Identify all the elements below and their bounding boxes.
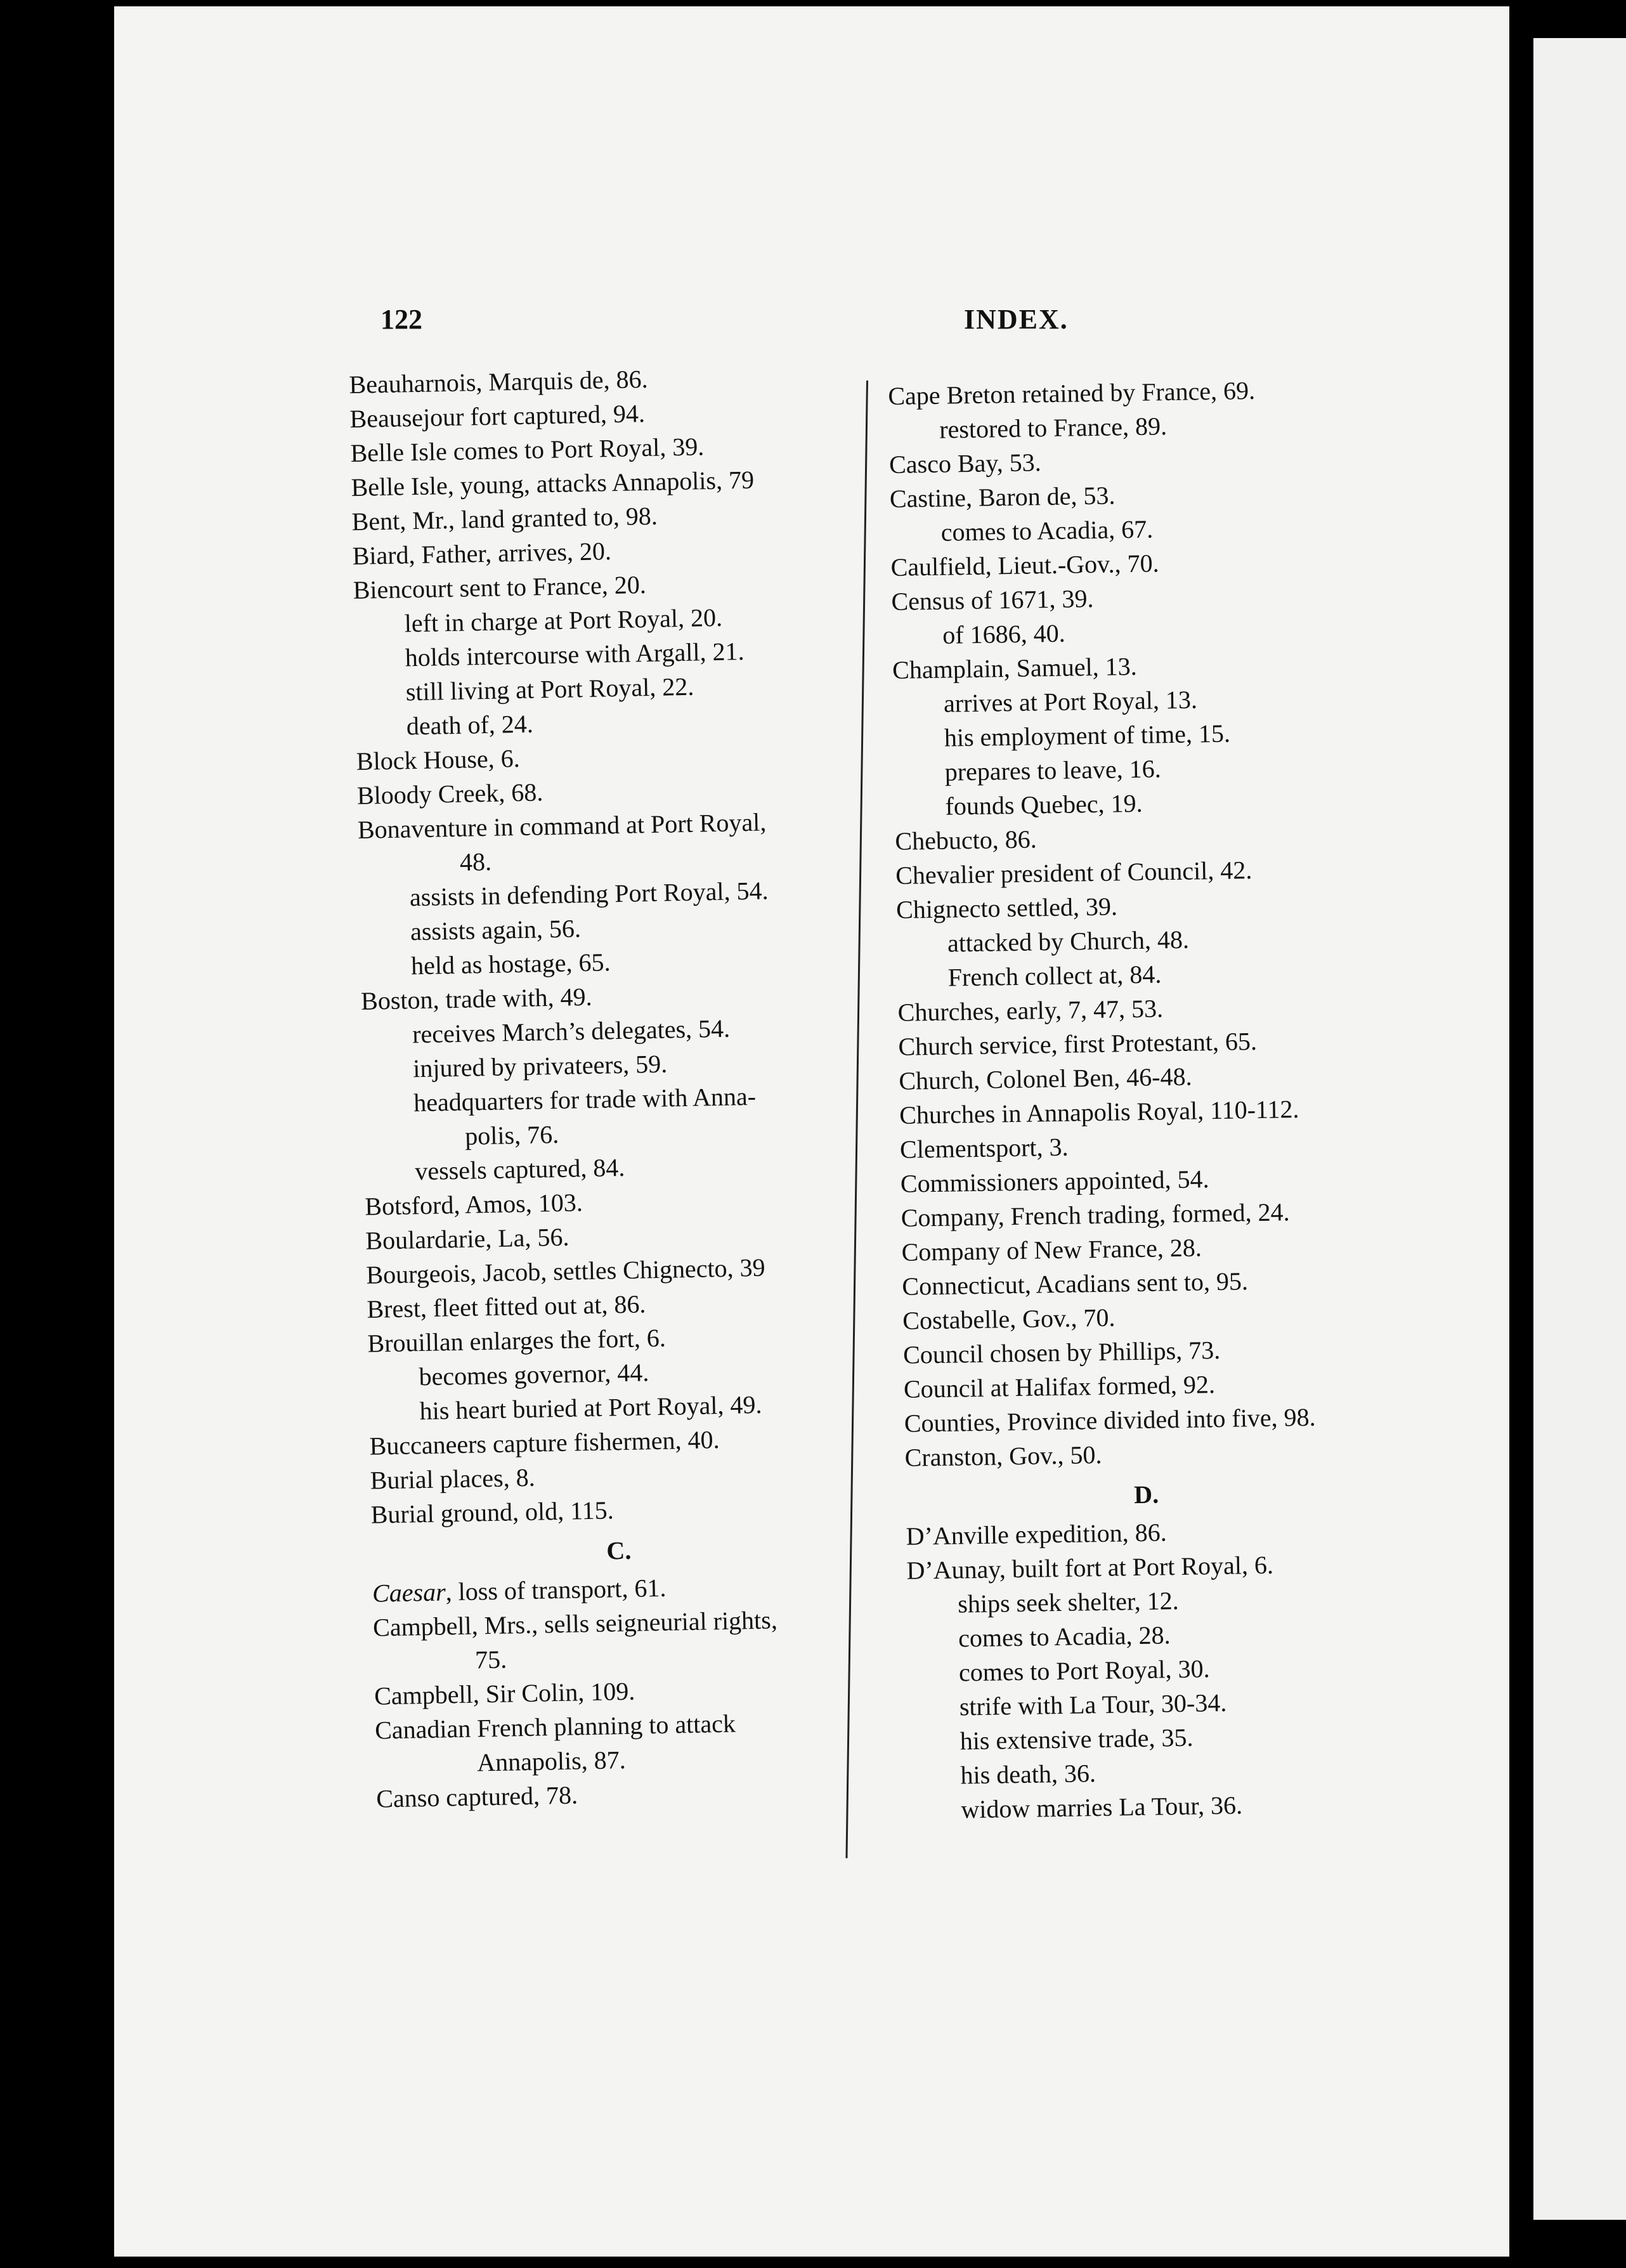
index-subentry: French collect at, 84.: [947, 960, 1162, 992]
index-subentry: of 1686, 40.: [942, 618, 1066, 649]
facing-page-edge: [1533, 38, 1626, 2220]
index-entry: Cape Breton retained by France, 69.: [888, 375, 1256, 410]
index-entry: Canso captured, 78.: [375, 1780, 578, 1813]
index-subentry: comes to Acadia, 28.: [958, 1620, 1171, 1653]
index-subentry: prepares to leave, 16.: [944, 754, 1162, 786]
index-subentry: his heart buried at Port Royal, 49.: [419, 1390, 762, 1426]
index-entry: Chignecto settled, 39.: [895, 892, 1118, 924]
index-entry: Burial places, 8.: [370, 1463, 535, 1495]
index-subentry: comes to Acadia, 67.: [940, 514, 1154, 547]
index-entry: D’Aunay, built fort at Port Royal, 6.: [906, 1550, 1274, 1585]
index-entry: Brest, fleet fitted out at, 86.: [367, 1289, 646, 1324]
index-subentry: restored to France, 89.: [939, 412, 1167, 444]
index-entry: Boulardarie, La, 56.: [365, 1222, 569, 1255]
index-entry: Chebucto, 86.: [895, 824, 1037, 856]
index-subentry: founds Quebec, 19.: [945, 788, 1143, 821]
index-subentry: still living at Port Royal, 22.: [405, 672, 694, 707]
index-entry: Connecticut, Acadians sent to, 95.: [902, 1267, 1249, 1301]
index-entry: Company, French trading, formed, 24.: [901, 1197, 1290, 1232]
index-entry: Champlain, Samuel, 13.: [892, 651, 1138, 684]
index-entry: Costabelle, Gov., 70.: [902, 1303, 1115, 1335]
index-entry: Belle Isle, young, attacks Annapolis, 79: [351, 465, 755, 502]
index-entry: Bourgeois, Jacob, settles Chignecto, 39: [366, 1253, 765, 1289]
index-subentry: strife with La Tour, 30-34.: [959, 1688, 1227, 1721]
index-entry: Belle Isle comes to Port Royal, 39.: [350, 432, 705, 467]
index-entry: Clementsport, 3.: [899, 1132, 1069, 1164]
index-subentry: left in charge at Port Royal, 20.: [404, 603, 723, 638]
section-letter-heading: C.: [606, 1535, 632, 1565]
index-entry: Commissioners appointed, 54.: [900, 1164, 1209, 1198]
index-subentry: assists in defending Port Royal, 54.: [409, 876, 769, 912]
italic-term: Caesar: [372, 1577, 446, 1608]
index-subentry: attacked by Church, 48.: [947, 925, 1190, 958]
index-entry: Council at Halifax formed, 92.: [903, 1370, 1216, 1404]
index-entry: Campbell, Sir Colin, 109.: [374, 1676, 635, 1711]
index-subentry: death of, 24.: [406, 709, 534, 741]
running-head: INDEX.: [964, 304, 1069, 335]
index-entry: Block House, 6.: [356, 743, 521, 776]
index-entry: Beausejour fort captured, 94.: [349, 399, 646, 433]
page-number: 122: [380, 304, 422, 335]
index-entry: Castine, Baron de, 53.: [889, 481, 1115, 513]
index-column-right: [888, 372, 1393, 1828]
index-entry: Buccaneers capture fishermen, 40.: [369, 1425, 720, 1461]
index-subentry: ships seek shelter, 12.: [957, 1586, 1179, 1619]
index-entry: Bent, Mr., land granted to, 98.: [351, 501, 658, 536]
index-entry: Cranston, Gov., 50.: [904, 1440, 1102, 1472]
index-subentry: headquarters for trade with Anna-: [413, 1081, 757, 1118]
index-entry: Botsford, Amos, 103.: [364, 1188, 583, 1221]
index-entry: Campbell, Mrs., sells seigneurial rights,: [372, 1605, 778, 1642]
index-entry: Beauharnois, Marquis de, 86.: [349, 364, 648, 399]
index-entry: Churches, early, 7, 47, 53.: [897, 994, 1164, 1027]
section-letter-heading: D.: [1133, 1480, 1159, 1509]
index-entry: Biard, Father, arrives, 20.: [352, 537, 612, 570]
index-entry: Church, Colonel Ben, 46-48.: [899, 1062, 1192, 1095]
index-entry: Bonaventure in command at Port Royal,: [357, 807, 767, 844]
index-entry: Churches in Annapolis Royal, 110-112.: [899, 1094, 1299, 1130]
page-header: [254, 303, 1069, 354]
index-subentry: receives March’s delegates, 54.: [412, 1013, 731, 1049]
index-subentry: his employment of time, 15.: [944, 719, 1231, 752]
index-entry: Chevalier president of Council, 42.: [895, 856, 1252, 890]
index-subentry: widow marries La Tour, 36.: [961, 1790, 1243, 1824]
index-subentry: Annapolis, 87.: [476, 1745, 627, 1777]
index-subentry: polis, 76.: [464, 1119, 559, 1150]
index-subentry: 75.: [474, 1645, 507, 1674]
index-subentry: assists again, 56.: [410, 914, 582, 946]
index-subentry: 48.: [459, 847, 492, 877]
index-entry: Church service, first Protestant, 65.: [898, 1026, 1258, 1061]
entry-rest: , loss of transport, 61.: [445, 1573, 667, 1606]
index-subentry: his death, 36.: [960, 1759, 1096, 1790]
index-entry: D’Anville expedition, 86.: [906, 1518, 1167, 1551]
index-subentry: injured by privateers, 59.: [412, 1049, 668, 1083]
index-subentry: comes to Port Royal, 30.: [958, 1654, 1210, 1687]
index-entry: Boston, trade with, 49.: [360, 982, 592, 1015]
index-subentry: his extensive trade, 35.: [959, 1723, 1193, 1756]
index-entry: Canadian French planning to attack: [374, 1709, 736, 1745]
index-entry: Counties, Province divided into five, 98.: [904, 1402, 1316, 1438]
index-entry: Casco Bay, 53.: [888, 448, 1042, 479]
index-column-left: [349, 358, 871, 1816]
index-entry: Bloody Creek, 68.: [356, 778, 543, 810]
index-subentry: vessels captured, 84.: [414, 1152, 625, 1186]
index-entry: Company of New France, 28.: [901, 1233, 1202, 1267]
index-entry: Council chosen by Phillips, 73.: [902, 1335, 1221, 1369]
index-subentry: holds intercourse with Argall, 21.: [405, 637, 745, 672]
index-entry: Biencourt sent to France, 20.: [353, 570, 647, 604]
index-subentry: arrives at Port Royal, 13.: [943, 685, 1198, 718]
index-entry: Brouillan enlarges the fort, 6.: [367, 1323, 667, 1358]
index-entry: Burial ground, old, 115.: [370, 1496, 615, 1529]
index-subentry: held as hostage, 65.: [410, 948, 611, 981]
index-entry: Caulfield, Lieut.-Gov., 70.: [890, 549, 1159, 582]
index-entry: Census of 1671, 39.: [891, 583, 1094, 616]
index-subentry: becomes governor, 44.: [419, 1358, 649, 1391]
